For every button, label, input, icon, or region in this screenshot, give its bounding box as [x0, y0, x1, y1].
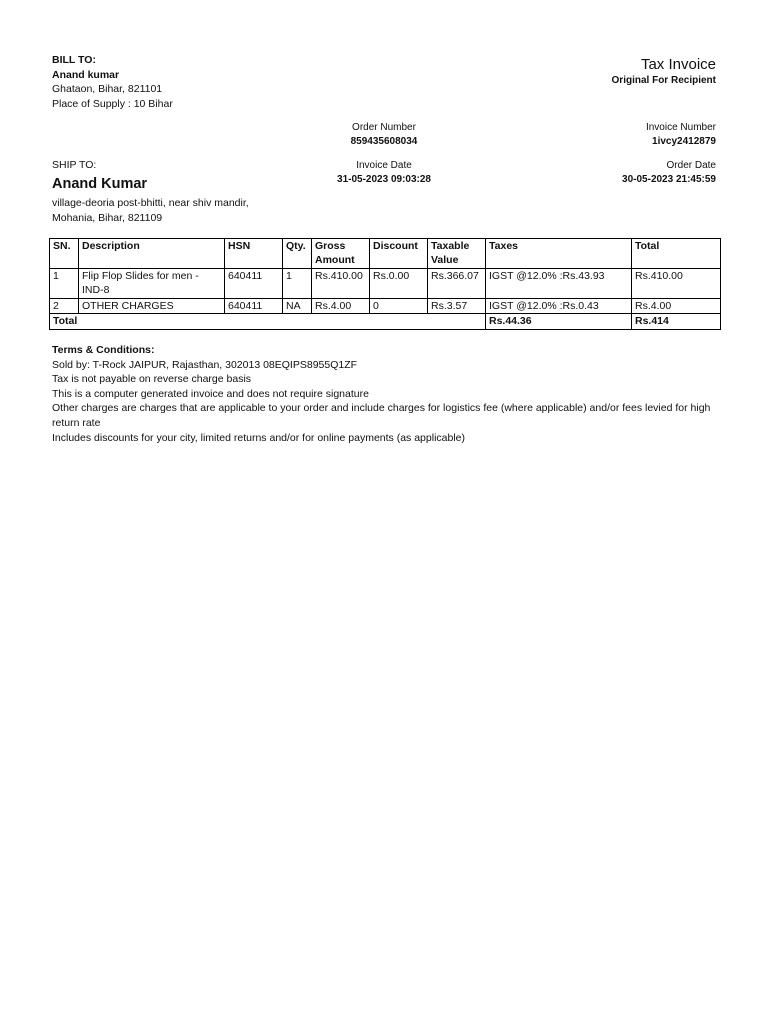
total-label: Total	[50, 314, 486, 329]
ship-to-address	[52, 196, 249, 225]
order-date-block	[556, 159, 716, 187]
order-number-block	[324, 121, 444, 149]
column-header-qty: Qty.	[283, 239, 312, 269]
cell-description: OTHER CHARGES	[79, 299, 225, 314]
terms-section	[52, 343, 716, 445]
table-row	[50, 269, 721, 299]
column-header-description: Description	[79, 239, 225, 269]
total-amount: Rs.414	[632, 314, 721, 329]
page-subtitle: Original For Recipient	[611, 75, 716, 86]
terms-line: Other charges are charges that are applicable to your order and include charges for logistics fee (where applicable) and/or fees levied for high return rate	[52, 402, 711, 429]
cell-taxes: IGST @12.0% :Rs.43.93	[486, 269, 632, 299]
ship-to-address-line1: village-deoria post-bhitti, near shiv mandir,	[52, 197, 249, 209]
cell-taxable-value: Rs.366.07	[428, 269, 486, 299]
page-title: Tax Invoice	[640, 56, 716, 73]
ship-to-name: Anand Kumar	[52, 176, 148, 192]
ship-to-address-line2: Mohania, Bihar, 821109	[52, 211, 163, 224]
cell-qty: 1	[283, 269, 312, 299]
order-date-value: 30-05-2023 21:45:59	[622, 174, 716, 185]
terms-line: This is a computer generated invoice and does not require signature	[52, 387, 369, 400]
invoice-number-label: Invoice Number	[645, 122, 716, 133]
table-total-row	[50, 314, 721, 329]
invoice-number-value: 1ivcy2412879	[652, 136, 716, 147]
bill-to-heading: BILL TO:	[52, 54, 96, 66]
cell-taxes: IGST @12.0% :Rs.0.43	[486, 299, 632, 314]
cell-sn: 1	[50, 269, 79, 299]
cell-taxable-value: Rs.3.57	[428, 299, 486, 314]
column-header-taxable-value: Taxable Value	[428, 239, 486, 269]
cell-description: Flip Flop Slides for men - IND-8	[79, 269, 225, 299]
invoice-date-block	[314, 159, 454, 187]
terms-heading: Terms & Conditions:	[52, 344, 155, 356]
cell-gross-amount: Rs.410.00	[312, 269, 370, 299]
place-of-supply: Place of Supply : 10 Bihar	[52, 97, 173, 110]
invoice-date-value: 31-05-2023 09:03:28	[337, 174, 431, 185]
cell-sn: 2	[50, 299, 79, 314]
order-date-label: Order Date	[666, 160, 716, 171]
cell-qty: NA	[283, 299, 312, 314]
items-table	[49, 238, 721, 330]
cell-discount: Rs.0.00	[370, 269, 428, 299]
invoice-date-label: Invoice Date	[356, 160, 412, 171]
order-number-label: Order Number	[352, 122, 416, 133]
terms-line: Sold by: T-Rock JAIPUR, Rajasthan, 302013 08EQIPS8955Q1ZF	[52, 358, 358, 371]
ship-to-heading: SHIP TO:	[52, 159, 97, 171]
bill-to-address: Ghataon, Bihar, 821101	[52, 83, 163, 96]
column-header-gross-amount: Gross Amount	[312, 239, 370, 269]
cell-hsn: 640411	[225, 269, 283, 299]
cell-total: Rs.4.00	[632, 299, 721, 314]
bill-to-name: Anand kumar	[52, 68, 120, 81]
invoice-title-block	[612, 56, 716, 86]
column-header-discount: Discount	[370, 239, 428, 269]
cell-gross-amount: Rs.4.00	[312, 299, 370, 314]
cell-hsn: 640411	[225, 299, 283, 314]
terms-line: Tax is not payable on reverse charge basis	[52, 373, 252, 386]
cell-total: Rs.410.00	[632, 269, 721, 299]
table-header-row	[50, 239, 721, 269]
column-header-sn: SN.	[50, 239, 79, 269]
column-header-taxes: Taxes	[486, 239, 632, 269]
column-header-hsn: HSN	[225, 239, 283, 269]
total-taxes: Rs.44.36	[486, 314, 632, 329]
column-header-total: Total	[632, 239, 721, 269]
bill-to-section	[52, 53, 173, 111]
table-row	[50, 299, 721, 314]
invoice-number-block	[556, 121, 716, 149]
cell-discount: 0	[370, 299, 428, 314]
order-number-value: 859435608034	[350, 136, 418, 147]
terms-line: Includes discounts for your city, limited returns and/or for online payments (as applicable)	[52, 431, 466, 444]
